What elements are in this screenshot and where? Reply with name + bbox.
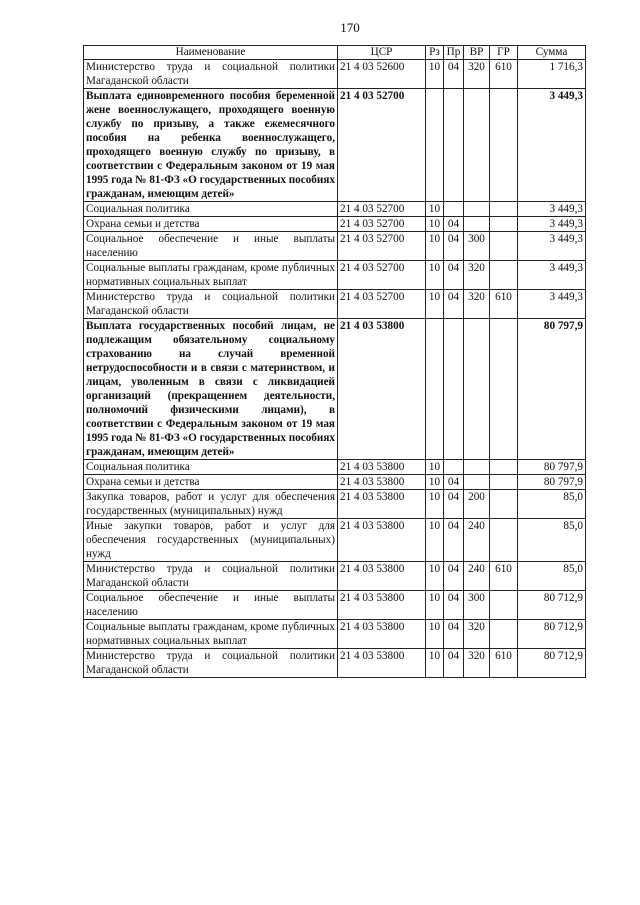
table-row: [84, 261, 586, 290]
header-sum: Сумма: [518, 46, 586, 60]
row-pr: [444, 319, 464, 460]
row-csr: 21 4 03 52700: [338, 202, 426, 217]
table-row: [84, 89, 586, 202]
row-sum: 80 797,9: [518, 319, 586, 460]
header-name: Наименование: [84, 46, 338, 60]
row-csr: 21 4 03 52600: [338, 60, 426, 89]
table-row: [84, 290, 586, 319]
row-rz: 10: [426, 460, 444, 475]
row-csr: 21 4 03 53800: [338, 319, 426, 460]
row-rz: 10: [426, 217, 444, 232]
row-sum: 85,0: [518, 519, 586, 562]
row-name: Министерство труда и социальной политики Магаданской области: [84, 649, 338, 678]
row-vr: 300: [464, 232, 490, 261]
row-pr: 04: [444, 649, 464, 678]
row-rz: 10: [426, 232, 444, 261]
row-csr: 21 4 03 52700: [338, 261, 426, 290]
row-vr: 320: [464, 649, 490, 678]
row-pr: 04: [444, 562, 464, 591]
row-name: Закупка товаров, работ и услуг для обеспечения государственных (муниципальных) нужд: [84, 490, 338, 519]
row-csr: 21 4 03 53800: [338, 519, 426, 562]
row-pr: [444, 460, 464, 475]
table-row: [84, 490, 586, 519]
table-row: [84, 620, 586, 649]
row-pr: 04: [444, 519, 464, 562]
row-pr: 04: [444, 620, 464, 649]
table-row: [84, 460, 586, 475]
table-row: [84, 562, 586, 591]
row-name: Выплата государственных пособий лицам, не подлежащим обязательному социальному страхованию на случай временной нетрудоспособности и в связи с материнством, и лицам, уволенным в связи с ликвидацией организаций (прекращением деятельности, полномочий физическими лицами), в соответствии с Федеральным законом от 19 мая 1995 года № 81-ФЗ «О государственных пособиях гражданам, имеющим детей»: [84, 319, 338, 460]
header-gr: ГР: [490, 46, 518, 60]
row-name: Охрана семьи и детства: [84, 475, 338, 490]
row-name: Социальные выплаты гражданам, кроме публичных нормативных социальных выплат: [84, 261, 338, 290]
row-gr: [490, 89, 518, 202]
row-rz: [426, 319, 444, 460]
row-sum: 1 716,3: [518, 60, 586, 89]
row-vr: 320: [464, 60, 490, 89]
row-name: Выплата единовременного пособия беременной жене военнослужащего, проходящего военную службу по призыву, а также ежемесячного пособия на ребенка военнослужащего, проходящего военную службу по призыву, в соответствии с Федеральным законом от 19 мая 1995 года № 81-ФЗ «О государственных пособиях гражданам, имеющим детей»: [84, 89, 338, 202]
row-sum: 3 449,3: [518, 232, 586, 261]
row-vr: 300: [464, 591, 490, 620]
row-pr: [444, 202, 464, 217]
row-sum: 3 449,3: [518, 261, 586, 290]
row-name: Социальное обеспечение и иные выплаты населению: [84, 232, 338, 261]
row-gr: 610: [490, 562, 518, 591]
row-sum: 3 449,3: [518, 290, 586, 319]
row-rz: 10: [426, 60, 444, 89]
row-csr: 21 4 03 53800: [338, 620, 426, 649]
row-rz: 10: [426, 620, 444, 649]
row-vr: 200: [464, 490, 490, 519]
row-pr: 04: [444, 490, 464, 519]
row-vr: [464, 89, 490, 202]
table-row: [84, 319, 586, 460]
row-pr: 04: [444, 217, 464, 232]
row-pr: 04: [444, 261, 464, 290]
row-sum: 3 449,3: [518, 89, 586, 202]
row-sum: 80 797,9: [518, 475, 586, 490]
row-pr: 04: [444, 591, 464, 620]
row-sum: 80 712,9: [518, 591, 586, 620]
table-body: [84, 60, 586, 678]
row-gr: [490, 217, 518, 232]
table-row: [84, 60, 586, 89]
row-csr: 21 4 03 52700: [338, 217, 426, 232]
row-name: Социальная политика: [84, 460, 338, 475]
row-gr: [490, 490, 518, 519]
row-sum: 85,0: [518, 562, 586, 591]
table-row: [84, 232, 586, 261]
row-pr: [444, 89, 464, 202]
row-sum: 80 712,9: [518, 649, 586, 678]
row-gr: [490, 620, 518, 649]
row-pr: 04: [444, 290, 464, 319]
row-name: Министерство труда и социальной политики Магаданской области: [84, 290, 338, 319]
row-vr: [464, 475, 490, 490]
table-row: [84, 649, 586, 678]
row-csr: 21 4 03 53800: [338, 460, 426, 475]
table-header-row: [84, 46, 586, 60]
header-rz: Рз: [426, 46, 444, 60]
header-csr: ЦСР: [338, 46, 426, 60]
row-gr: 610: [490, 60, 518, 89]
row-pr: 04: [444, 232, 464, 261]
row-name: Социальные выплаты гражданам, кроме публичных нормативных социальных выплат: [84, 620, 338, 649]
row-gr: [490, 519, 518, 562]
row-csr: 21 4 03 52700: [338, 89, 426, 202]
table-row: [84, 519, 586, 562]
row-name: Охрана семьи и детства: [84, 217, 338, 232]
row-csr: 21 4 03 53800: [338, 490, 426, 519]
row-csr: 21 4 03 53800: [338, 649, 426, 678]
table-row: [84, 217, 586, 232]
row-sum: 80 797,9: [518, 460, 586, 475]
row-csr: 21 4 03 52700: [338, 232, 426, 261]
row-gr: [490, 591, 518, 620]
budget-table: [83, 45, 586, 678]
row-sum: 80 712,9: [518, 620, 586, 649]
row-pr: 04: [444, 475, 464, 490]
row-sum: 85,0: [518, 490, 586, 519]
table-row: [84, 202, 586, 217]
row-sum: 3 449,3: [518, 217, 586, 232]
header-pr: Пр: [444, 46, 464, 60]
row-gr: [490, 202, 518, 217]
row-rz: 10: [426, 261, 444, 290]
row-csr: 21 4 03 53800: [338, 475, 426, 490]
row-rz: 10: [426, 519, 444, 562]
row-sum: 3 449,3: [518, 202, 586, 217]
row-name: Министерство труда и социальной политики Магаданской области: [84, 60, 338, 89]
row-csr: 21 4 03 53800: [338, 591, 426, 620]
row-vr: 240: [464, 519, 490, 562]
row-name: Социальная политика: [84, 202, 338, 217]
row-csr: 21 4 03 53800: [338, 562, 426, 591]
row-vr: [464, 202, 490, 217]
table-row: [84, 475, 586, 490]
row-rz: 10: [426, 475, 444, 490]
row-gr: 610: [490, 290, 518, 319]
row-rz: 10: [426, 202, 444, 217]
row-vr: [464, 460, 490, 475]
row-name: Социальное обеспечение и иные выплаты населению: [84, 591, 338, 620]
row-vr: 240: [464, 562, 490, 591]
row-rz: 10: [426, 591, 444, 620]
header-vr: ВР: [464, 46, 490, 60]
row-vr: 320: [464, 261, 490, 290]
row-pr: 04: [444, 60, 464, 89]
row-vr: [464, 217, 490, 232]
row-gr: [490, 261, 518, 290]
row-rz: 10: [426, 490, 444, 519]
row-vr: 320: [464, 620, 490, 649]
row-rz: 10: [426, 562, 444, 591]
row-gr: [490, 475, 518, 490]
row-rz: 10: [426, 290, 444, 319]
row-csr: 21 4 03 52700: [338, 290, 426, 319]
row-name: Министерство труда и социальной политики Магаданской области: [84, 562, 338, 591]
row-gr: [490, 319, 518, 460]
table-row: [84, 591, 586, 620]
row-gr: [490, 232, 518, 261]
row-gr: [490, 460, 518, 475]
row-vr: 320: [464, 290, 490, 319]
row-rz: 10: [426, 649, 444, 678]
page-number: 170: [340, 20, 360, 35]
row-rz: [426, 89, 444, 202]
row-name: Иные закупки товаров, работ и услуг для обеспечения государственных (муниципальных) нужд: [84, 519, 338, 562]
row-gr: 610: [490, 649, 518, 678]
row-vr: [464, 319, 490, 460]
